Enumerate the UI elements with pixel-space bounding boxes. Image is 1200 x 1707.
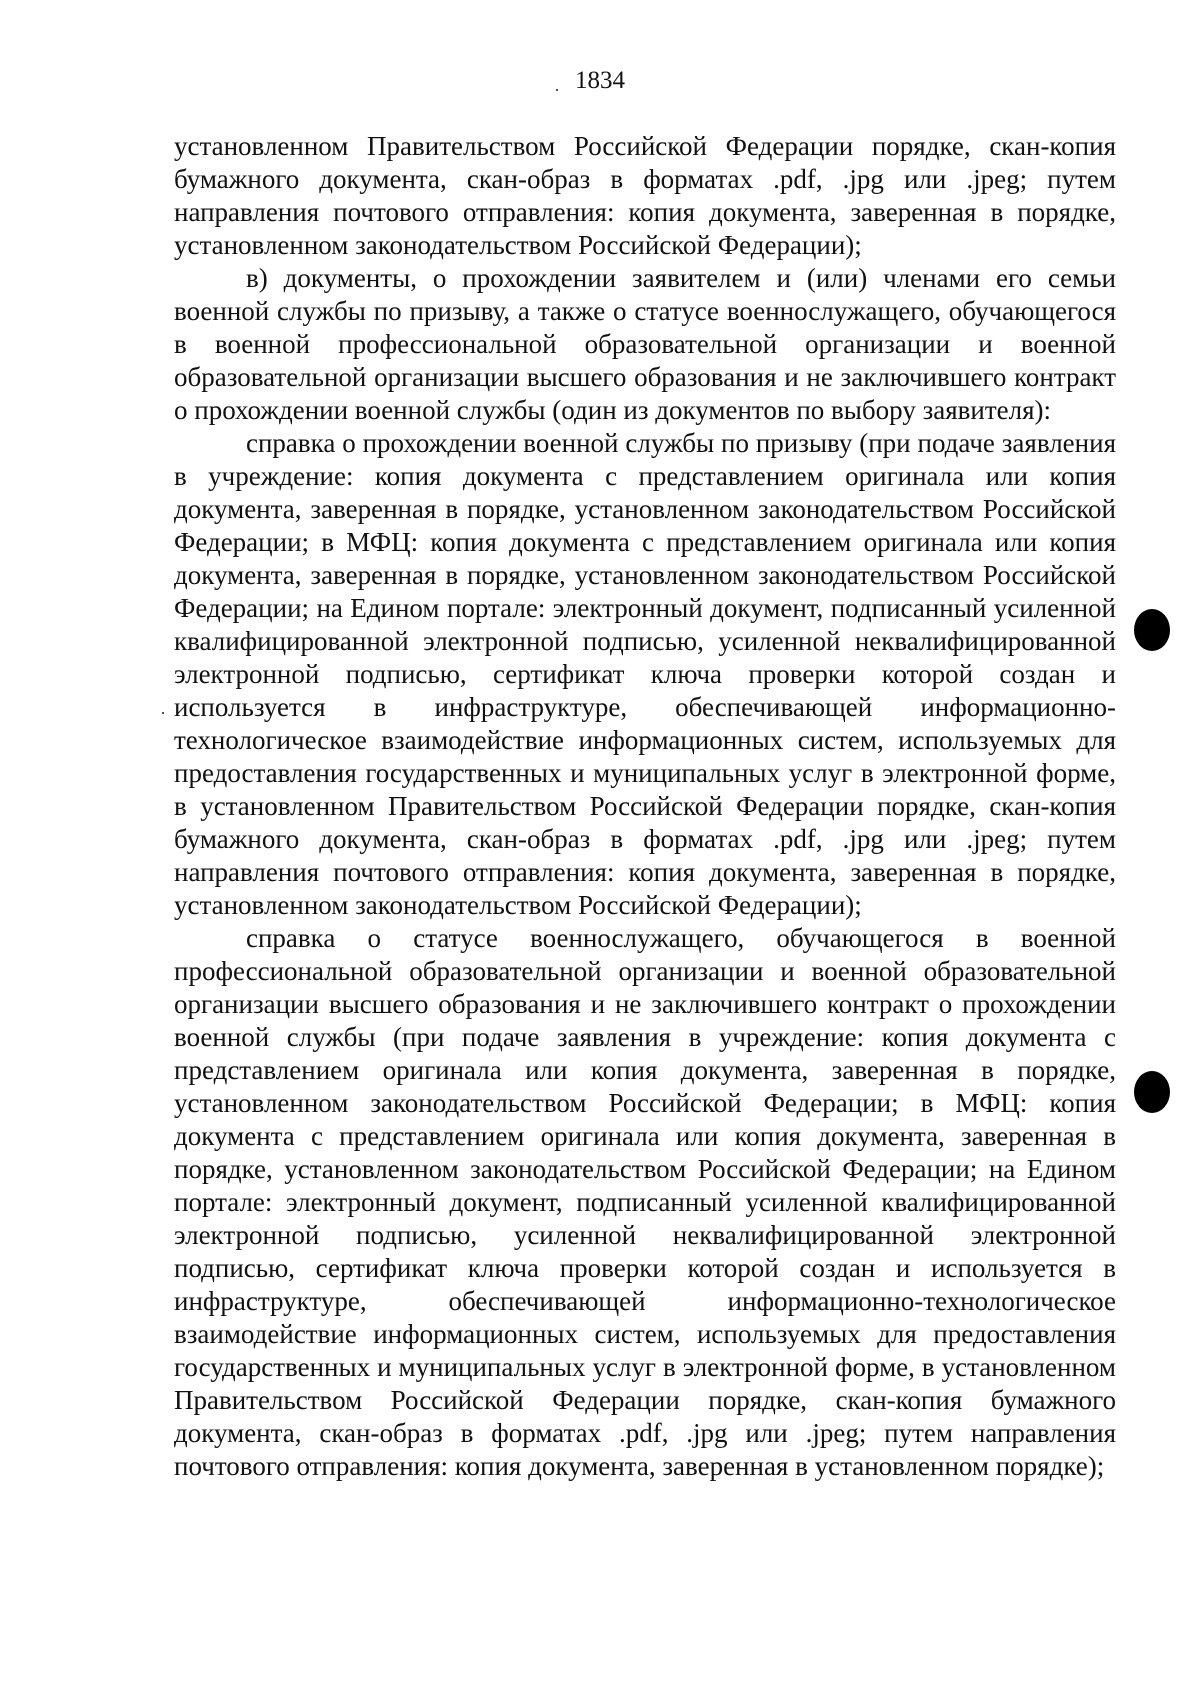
page-number: 1834 (575, 67, 625, 94)
paragraph-item-v: в) документы, о прохождении заявителем и (или) членами его семьи военной службы по призыву, а также о статусе военнослужащего, обучающегося в военной профессиональной образовательной организации и военной образовательной организации высшего образования и не заключившего контракт о прохождении военной службы (один из документов по выбору заявителя): (174, 263, 1116, 425)
paragraph-serviceman-status-certificate: справка о статусе военнослужащего, обучающегося в военной профессиональной образовательной организации и военной образовательной организации высшего образования и не заключившего контракт о прохождении военной службы (при подаче заявления в учреждение: копия документа с представлением оригинала или копия документа, заверенная в порядке, установленном законодательством Российской Федерации; в МФЦ: копия документа с представлением оригинала или копия документа, заверенная в порядке, установленном законодательством Российской Федерации; на Едином портале: электронный документ, подписанный усиленной квалифицированной электронной подписью, усиленной неквалифицированной электронной подписью, сертификат ключа проверки которой создан и используется в инфраструктуре, обеспечивающей информационно-технологическое взаимодействие информационных систем, используемых для предоставления государственных и муниципальных услуг в электронной форме, в установленном Правительством Российской Федерации порядке, скан-копия бумажного документа, скан-образ в форматах .pdf, .jpg или .jpeg; путем направления почтового отправления: копия документа, заверенная в установленном порядке); (174, 923, 1116, 1481)
paragraph-continuation: установленном Правительством Российской Федерации порядке, скан-копия бумажного документа, скан-образ в форматах .pdf, .jpg или .jpeg; путем направления почтового отправления: копия документа, заверенная в порядке, установленном законодательством Российской Федерации); (174, 131, 1116, 260)
paragraph-military-service-certificate: справка о прохождении военной службы по призыву (при подаче заявления в учреждение: копия документа с представлением оригинала или копия документа, заверенная в порядке, установленном законодательством Российской Федерации; в МФЦ: копия документа с представлением оригинала или копия документа, заверенная в порядке, установленном законодательством Российской Федерации; на Едином портале: электронный документ, подписанный усиленной квалифицированной электронной подписью, усиленной неквалифицированной электронной подписью, сертификат ключа проверки которой создан и используется в инфраструктуре, обеспечивающей информационно-технологическое взаимодействие информационных систем, используемых для предоставления государственных и муниципальных услуг в электронной форме, в установленном Правительством Российской Федерации порядке, скан-копия бумажного документа, скан-образ в форматах .pdf, .jpg или .jpeg; путем направления почтового отправления: копия документа, заверенная в порядке, установленном законодательством Российской Федерации); (174, 428, 1116, 920)
scan-speck (556, 89, 558, 91)
scan-speck (162, 712, 164, 714)
hole-punch-mark (1134, 609, 1170, 651)
document-body (174, 130, 1116, 1483)
hole-punch-mark (1134, 1071, 1170, 1113)
